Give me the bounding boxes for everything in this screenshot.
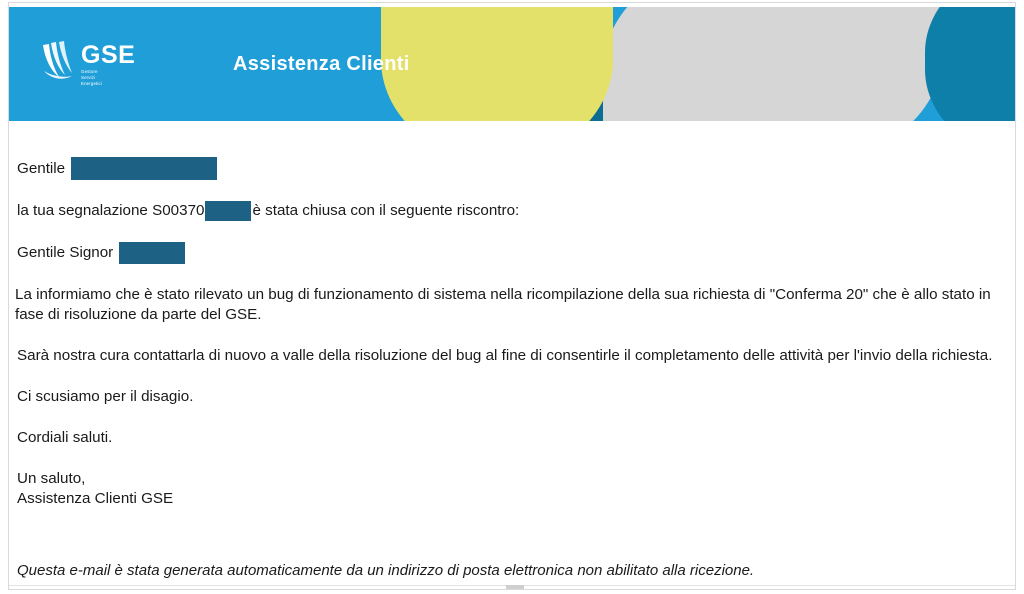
page-bottom-tab (506, 585, 524, 589)
salutation-line (9, 242, 1015, 264)
gse-logo (41, 41, 135, 87)
salutation-text: Gentile Signor (17, 244, 114, 261)
gse-logo-mark-icon (41, 41, 75, 81)
banner-title: Assistenza Clienti (233, 53, 410, 75)
gse-logo-sub-2: Servizi (81, 75, 96, 81)
email-header-banner (9, 3, 1015, 121)
ticket-prefix-text: la tua segnalazione S00370 (17, 202, 205, 219)
banner-decoration-teal-right (925, 3, 1015, 121)
redaction-surname (119, 242, 185, 264)
banner-decoration-grey (603, 3, 943, 121)
banner-decoration-yellow (381, 3, 613, 121)
ticket-suffix-text: è stata chiusa con il seguente riscontro: (252, 202, 520, 219)
greeting-line (9, 157, 1015, 180)
email-body (9, 121, 1015, 581)
gse-logo-sub-1: Gestore (81, 69, 98, 74)
paragraph-followup: Sarà nostra cura contattarla di nuovo a valle della risoluzione del bug al fine di consentirle il completamento delle attività per l'invio della richiesta. (17, 347, 993, 364)
gse-logo-initials: GSE (81, 41, 136, 69)
paragraph-closing: Cordiali saluti. (17, 429, 113, 446)
gse-logo-text (81, 41, 135, 87)
page-top-edge (9, 3, 1015, 7)
redaction-ticket-number (205, 201, 251, 221)
gse-logo-sub-3: Energetici (81, 81, 103, 87)
paragraph-apology: Ci scusiamo per il disagio. (17, 388, 194, 405)
greeting-text: Gentile (17, 159, 66, 177)
redaction-recipient-name (71, 157, 217, 180)
ticket-line (9, 201, 1015, 221)
signature-line-2: Assistenza Clienti GSE (17, 490, 174, 507)
signature-line-1: Un saluto, (17, 470, 86, 487)
paragraph-main: La informiamo che è stato rilevato un bug di funzionamento di sistema nella ricompilazione della sua richiesta di "Conferma 20" che è allo stato in fase di risoluzione da parte del GSE. (15, 286, 991, 323)
signature-block (9, 469, 1015, 509)
email-document (8, 2, 1016, 590)
footer-disclaimer: Questa e-mail è stata generata automaticamente da un indirizzo di posta elettronica non abilitato alla ricezione. (17, 562, 755, 579)
